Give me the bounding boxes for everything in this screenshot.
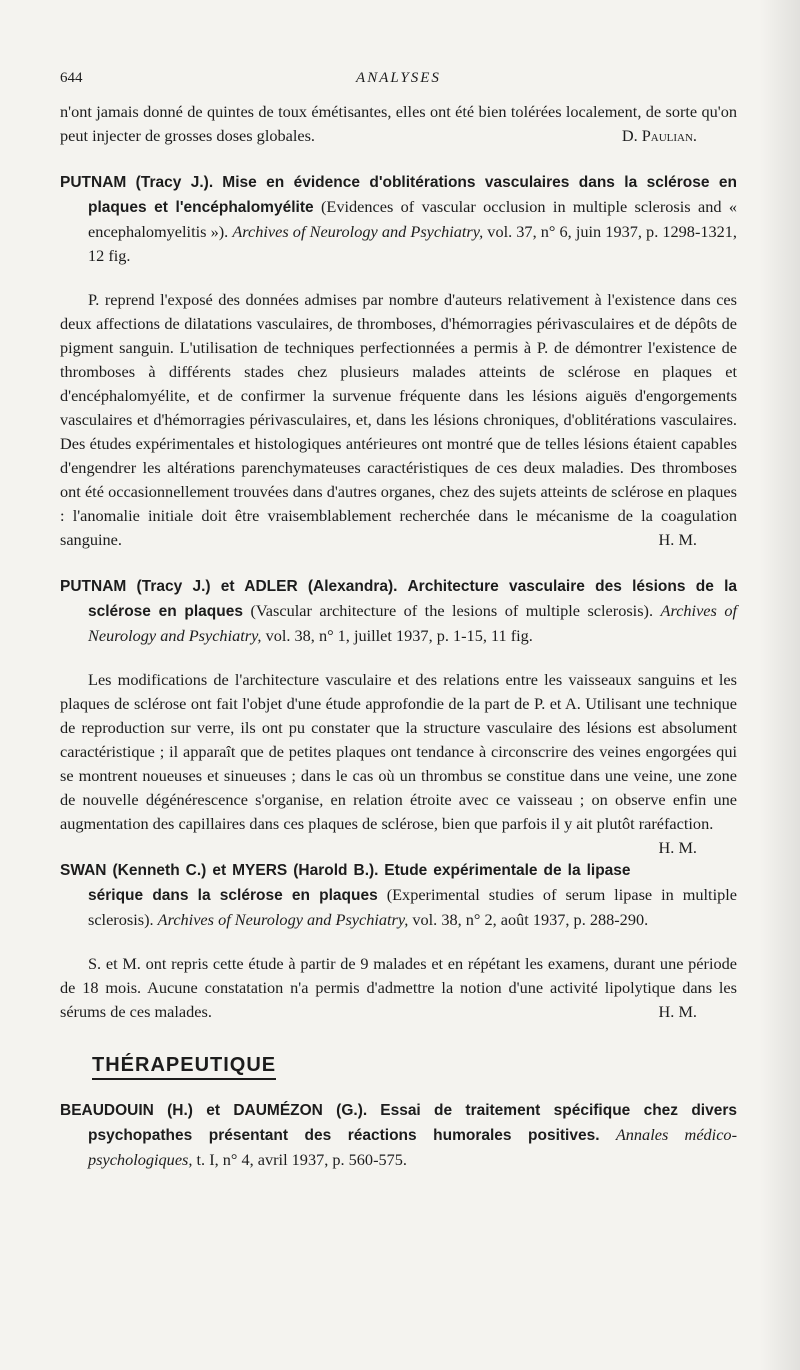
section-entry-journal: Annales médico-psychologiques, (88, 1125, 737, 1169)
entry-2-title: Architecture vasculaire des lésions de la sclérose en plaques (88, 578, 737, 620)
entry-1-subtitle: (Evidences of vascular occlusion in multiple sclerosis and « encephalomyelitis »). (88, 197, 737, 241)
entry-3-title: Etude expérimentale de la lipase sérique dans la sclérose en plaques (88, 862, 631, 904)
section-title: THÉRAPEUTIQUE (92, 1054, 276, 1080)
section-entry-citation: t. I, n° 4, avril 1937, p. 560-575. (196, 1150, 407, 1169)
entry-3-citation: vol. 38, n° 2, août 1937, p. 288-290. (412, 910, 649, 929)
intro-signature: D. Paulian. (621, 126, 697, 145)
entry-3-reference (60, 858, 737, 932)
entry-3-subtitle: (Experimental studies of serum lipase in multiple sclerosis). (88, 885, 737, 929)
entry-2-journal: Archives of Neurology and Psychiatry, (88, 601, 737, 645)
entry-2-authors: PUTNAM (Tracy J.) et ADLER (Alexandra). (60, 578, 398, 595)
page-header (60, 70, 737, 94)
entry-1-body (60, 288, 737, 552)
entry-2-body-text: Les modifications de l'architecture vasculaire et des relations entre les vaisseaux sanguins et les plaques de sclérose ont fait l'objet d'une étude approfondie de la part de P. et A. Utilisant une technique de reproduction sur verre, ils ont pu constater que la structure vasculaire des lésions est absolument caractéristique ; il apparaît que de petites plaques ont tendance à circonscrire des veines engorgées qui se montrent noueuses et sinueuses ; dans le cas où un thrombus se constitue dans une veine, une zone de nouvelle dégénérescence s'organise, en relation étroite avec ce vaisseau ; on observe enfin une augmentation des capillaires dans ces plaques de sclérose, bien que parfois il y ait plutôt raréfaction. (60, 670, 737, 833)
section-entry-authors: BEAUDOUIN (H.) et DAUMÉZON (G.). (60, 1102, 368, 1119)
running-title: ANALYSES (356, 70, 441, 86)
entry-1-body-text: P. reprend l'exposé des données admises par nombre d'auteurs relativement à l'existence dans ces deux affections de dilatations vasculaires, de thromboses, d'hémorragies périvasculaires et de dépôts de pigment sanguin. L'utilisation de techniques perfectionnées a permis à P. de démontrer l'existence de thromboses à différents stades chez plusieurs malades atteints de sclérose en plaques et d'encéphalomyélite, et de confirmer la survenue fréquente dans les lésions aiguës d'engorgements vasculaires et d'hémorragies périvasculaires, et, dans les lésions chroniques, d'oblitérations vasculaires. Des études expérimentales et histologiques antérieures ont montré que de telles lésions étaient capables d'engendrer les altérations parenchymateuses caractéristiques de ces deux maladies. Des thromboses ont été occasionnellement trouvées dans d'autres organes, chez des sujets atteints de sclérose en plaques : l'anomalie initiale doit être vraisemblablement recherchée dans le mécanisme de la coagulation sanguine. (60, 290, 737, 549)
page-number: 644 (60, 70, 83, 86)
section-heading (60, 1054, 737, 1080)
entry-2-subtitle: (Vascular architecture of the lesions of multiple sclerosis). (250, 601, 654, 620)
intro-paragraph (60, 100, 737, 148)
entry-3-signature: H. M. (658, 1002, 697, 1021)
entry-2-citation: vol. 38, n° 1, juillet 1937, p. 1-15, 11 fig. (265, 626, 533, 645)
entry-1-signature: H. M. (658, 530, 697, 549)
entry-1-authors: PUTNAM (Tracy J.). (60, 174, 214, 191)
entry-2-body (60, 668, 737, 857)
text-column (60, 100, 737, 1172)
entry-3-journal: Archives of Neurology and Psychiatry, (157, 910, 409, 929)
entry-1-journal: Archives of Neurology and Psychiatry, (232, 222, 484, 241)
page-edge-shadow (760, 0, 800, 1370)
entry-3-body (60, 952, 737, 1024)
entry-1-title: Mise en évidence d'oblitérations vasculaires dans la sclérose en plaques et l'encéphalomyélite (88, 174, 737, 216)
entry-3-authors: SWAN (Kenneth C.) et MYERS (Harold B.). (60, 862, 379, 879)
section-entry-title: Essai de traitement spécifique chez divers psychopathes présentant des réactions humorales positives. (88, 1102, 737, 1144)
entry-3-body-text: S. et M. ont repris cette étude à partir de 9 malades et en répétant les examens, durant une période de 18 mois. Aucune constatation n'a permis d'admettre la notion d'une activité lipolytique dans les sérums de ces malades. (60, 954, 737, 1021)
entry-2-signature: H. M. (658, 838, 697, 857)
intro-text: n'ont jamais donné de quintes de toux émétisantes, elles ont été bien tolérées localement, de sorte qu'on peut injecter de grosses doses globales. (60, 102, 737, 145)
entry-1-reference (60, 170, 737, 268)
entry-1-citation: vol. 37, n° 6, juin 1937, p. 1298-1321, 12 fig. (88, 222, 737, 265)
section-entry-reference (60, 1098, 737, 1172)
entry-2-reference (60, 574, 737, 648)
